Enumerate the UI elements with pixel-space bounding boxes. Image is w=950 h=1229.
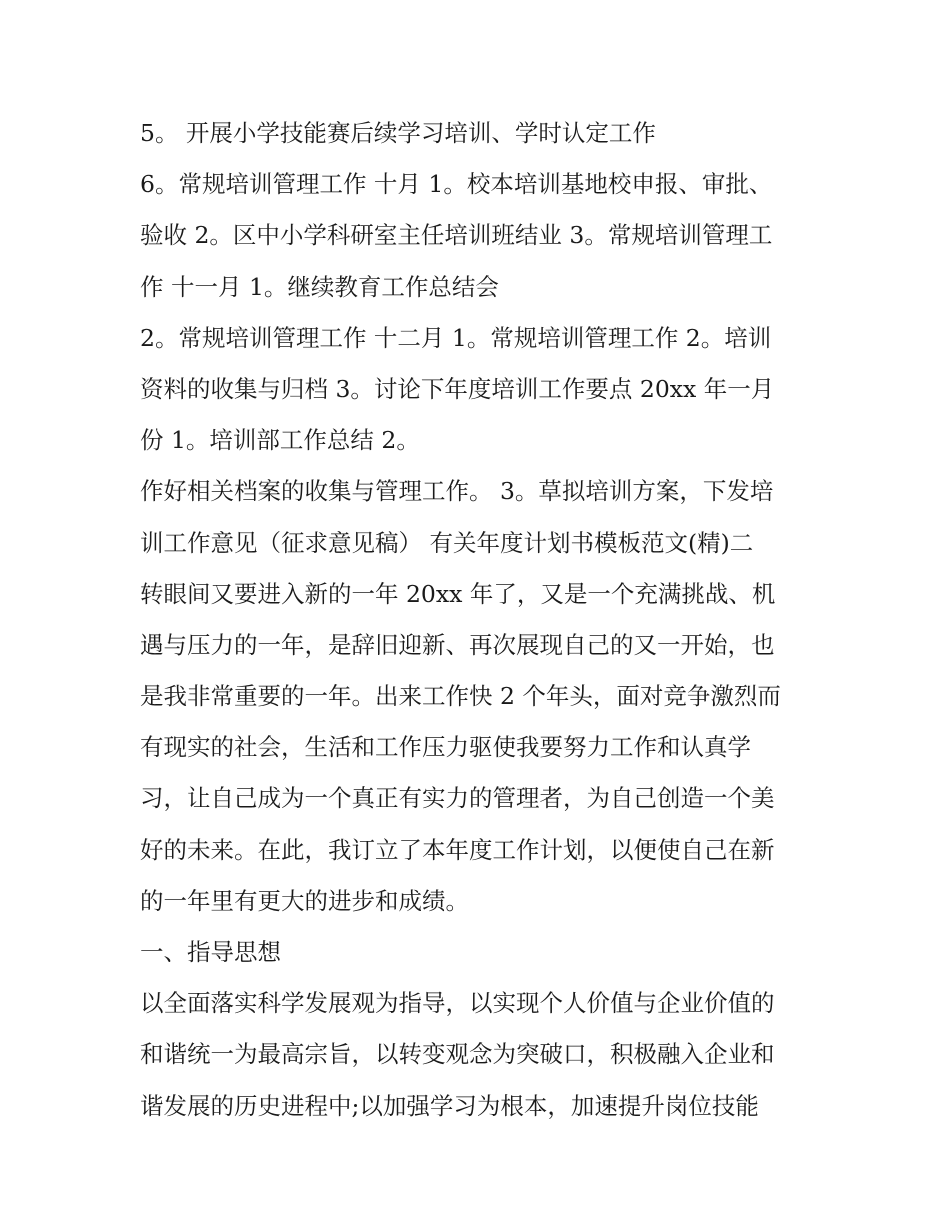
text-line: 资料的收集与归档 3。讨论下年度培训工作要点 20xx 年一月 bbox=[140, 374, 775, 403]
text-line: 份 1。培训部工作总结 2。 bbox=[140, 426, 420, 455]
text-line: 转眼间又要进入新的一年 20xx 年了，又是一个充满挑战、机 bbox=[140, 579, 776, 608]
text-line: 训工作意见（征求意见稿） 有关年度计划书模板范文(精)二 bbox=[140, 528, 754, 557]
text-line: 是我非常重要的一年。出来工作快 2 个年头，面对竞争激烈而 bbox=[140, 682, 781, 711]
text-line: 6。常规培训管理工作 十月 1。校本培训基地校申报、审批、 bbox=[140, 170, 773, 199]
text-line: 谐发展的历史进程中;以加强学习为根本，加速提升岗位技能 bbox=[140, 1091, 759, 1120]
text-line: 作好相关档案的收集与管理工作。 3。草拟培训方案，下发培 bbox=[140, 477, 774, 506]
text-line: 的一年里有更大的进步和成绩。 bbox=[140, 886, 469, 915]
text-line: 作 十一月 1。继续教育工作总结会 bbox=[140, 272, 499, 301]
text-line: 5。 开展小学技能赛后续学习培训、学时认定工作 bbox=[140, 119, 656, 147]
text-line: 和谐统一为最高宗旨，以转变观念为突破口，积极融入企业和 bbox=[140, 1040, 775, 1069]
text-line: 好的未来。在此，我订立了本年度工作计划，以便使自己在新 bbox=[140, 835, 775, 864]
text-line: 习，让自己成为一个真正有实力的管理者，为自己创造一个美 bbox=[140, 784, 775, 813]
text-line: 验收 2。区中小学科研室主任培训班结业 3。常规培训管理工 bbox=[140, 221, 773, 250]
document-body bbox=[140, 108, 820, 1132]
text-line: 遇与压力的一年，是辞旧迎新、再次展现自己的又一开始，也 bbox=[140, 630, 775, 659]
section-heading: 一、指导思想 bbox=[140, 938, 281, 966]
text-line: 以全面落实科学发展观为指导，以实现个人价值与企业价值的 bbox=[140, 989, 775, 1018]
text-line: 有现实的社会，生活和工作压力驱使我要努力工作和认真学 bbox=[140, 733, 751, 762]
text-line: 2。常规培训管理工作 十二月 1。常规培训管理工作 2。培训 bbox=[140, 323, 772, 352]
